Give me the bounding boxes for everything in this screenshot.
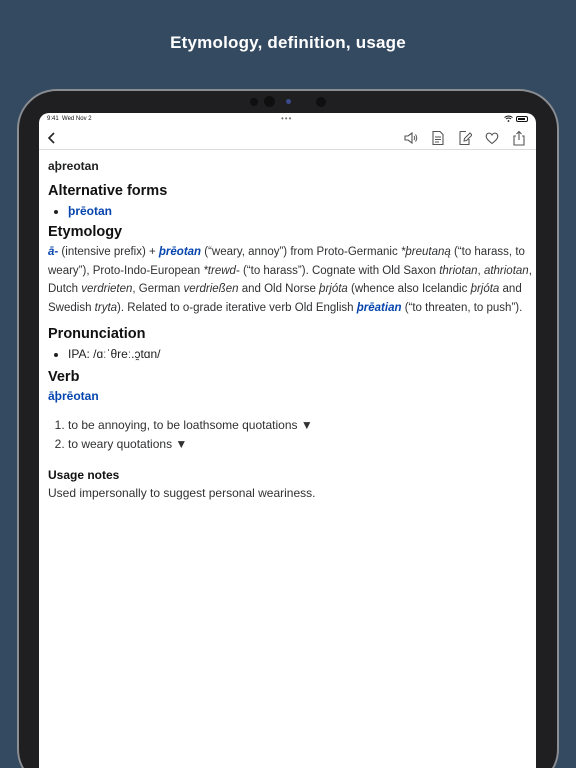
edit-icon[interactable] [458, 130, 472, 146]
camera-lens [264, 96, 275, 107]
multitask-indicator[interactable]: ••• [281, 114, 293, 123]
speaker-icon[interactable] [404, 130, 418, 146]
document-icon[interactable] [431, 130, 445, 146]
verb-form-link[interactable]: āþrēotan [48, 389, 99, 403]
alternative-forms-list [48, 203, 532, 220]
status-time: 9:41 Wed Nov 2 [47, 116, 92, 122]
root-link[interactable]: þrēotan [158, 246, 202, 258]
etymology-text: ā- (intensive prefix) + þrēotan (“weary, annoy”) from Proto-Germanic *þreutaną (“to harass, to weary”), Proto-Indo-European *trewd- (“to harass”). Cognate with Old Saxon thriotan, athriotan, Dutch verdrieten, German verdrießen and Old Norse þrjóta (whence also Icelandic þrjóta and Swedish tryta). Related to o-grade iterative verb Old English þrēatian (“to threaten, to push”). [48, 246, 532, 314]
entry-content [48, 158, 532, 503]
camera-sensor [250, 98, 258, 106]
share-icon[interactable] [512, 130, 526, 146]
battery-icon [516, 116, 528, 122]
senses-list [48, 416, 532, 454]
sense-item[interactable]: 2. to weary quotations ▼ [68, 435, 532, 454]
pronunciation-heading: Pronunciation [48, 326, 146, 342]
heart-icon[interactable] [485, 130, 499, 146]
camera-dot [286, 99, 291, 104]
sense-item[interactable]: 1. to be annoying, to be loathsome quotations ▼ [68, 416, 532, 435]
camera-sensor-right [316, 97, 326, 107]
etymology-heading: Etymology [48, 224, 123, 240]
wifi-icon [504, 115, 513, 122]
iterative-verb-link[interactable]: þrēatian [356, 301, 402, 314]
status-bar [39, 113, 536, 127]
banner-title: Etymology, definition, usage [170, 33, 406, 52]
chevron-left-icon[interactable] [45, 131, 59, 145]
toolbar-actions [404, 130, 526, 146]
ipa-item: • IPA: /ɑːˈθreː.ɔ̯tɑn/ [68, 346, 532, 363]
headword: aþreotan [48, 159, 99, 173]
usage-notes-heading: Usage notes [48, 468, 120, 482]
alt-form-link[interactable]: þrēotan [68, 204, 113, 218]
prefix-link[interactable]: ā- [48, 246, 59, 258]
app-screen [39, 113, 536, 768]
pronunciation-list [48, 346, 532, 363]
alternative-forms-heading: Alternative forms [48, 183, 168, 199]
list-item [68, 203, 532, 220]
status-icons [504, 115, 528, 122]
verb-heading: Verb [48, 369, 80, 385]
usage-notes-text: Used impersonally to suggest personal weariness. [48, 486, 316, 500]
toolbar [39, 127, 536, 150]
